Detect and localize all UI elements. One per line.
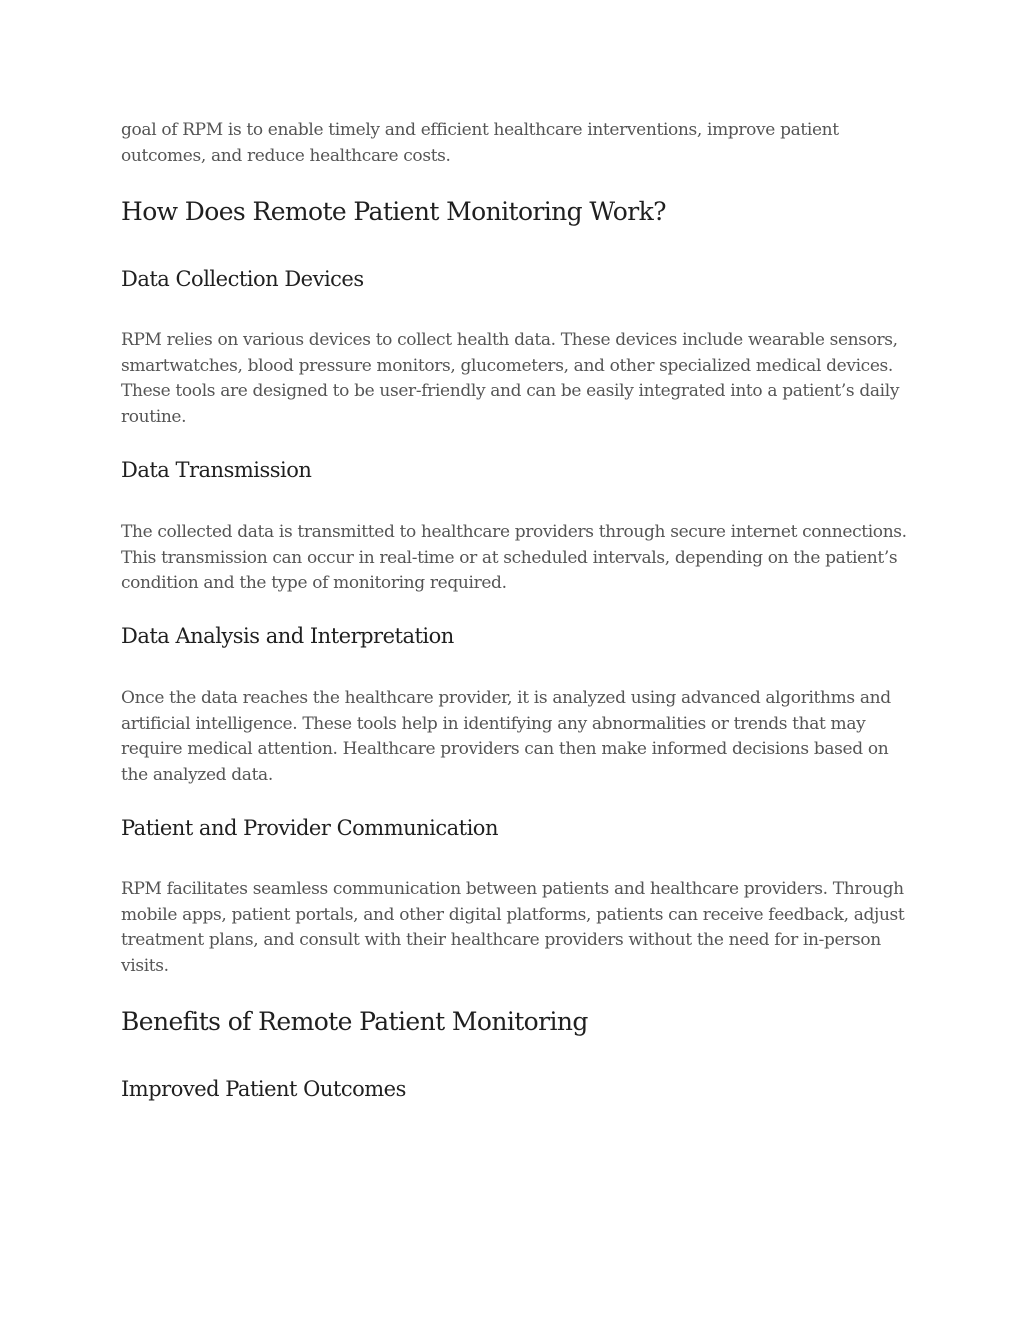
section-heading-how-rpm-works: How Does Remote Patient Monitoring Work? (121, 197, 666, 226)
subsection-heading-data-collection-devices: Data Collection Devices (121, 267, 364, 291)
subsection-heading-data-analysis: Data Analysis and Interpretation (121, 624, 454, 648)
section-heading-benefits: Benefits of Remote Patient Monitoring (121, 1007, 588, 1036)
paragraph-data-collection-devices: RPM relies on various devices to collect health data. These devices include wearable sensors, smartwatches, blood pressure monitors, glucometers, and other specialized medical devices. These tools are designed to be user-friendly and can be easily integrated into a patient’s daily routine. (121, 330, 900, 427)
paragraph-patient-provider-communication: RPM facilitates seamless communication between patients and healthcare providers. Through mobile apps, patient portals, and other digital platforms, patients can receive feedback, adjust treatment plans, and consult with their healthcare providers without the need for in-person visits. (121, 879, 905, 976)
subsection-heading-patient-provider-communication: Patient and Provider Communication (121, 816, 498, 840)
intro-paragraph: goal of RPM is to enable timely and efficient healthcare interventions, improve patient outcomes, and reduce healthcare costs. (121, 120, 839, 166)
subsection-heading-improved-patient-outcomes: Improved Patient Outcomes (121, 1077, 406, 1101)
paragraph-data-analysis: Once the data reaches the healthcare provider, it is analyzed using advanced algorithms and artificial intelligence. These tools help in identifying any abnormalities or trends that may require medical attention. Healthcare providers can then make informed decisions based on the analyzed data. (121, 688, 891, 785)
subsection-heading-data-transmission: Data Transmission (121, 458, 312, 482)
paragraph-data-transmission: The collected data is transmitted to healthcare providers through secure internet connections. This transmission can occur in real-time or at scheduled intervals, depending on the patient’s condition and the type of monitoring required. (121, 522, 907, 593)
